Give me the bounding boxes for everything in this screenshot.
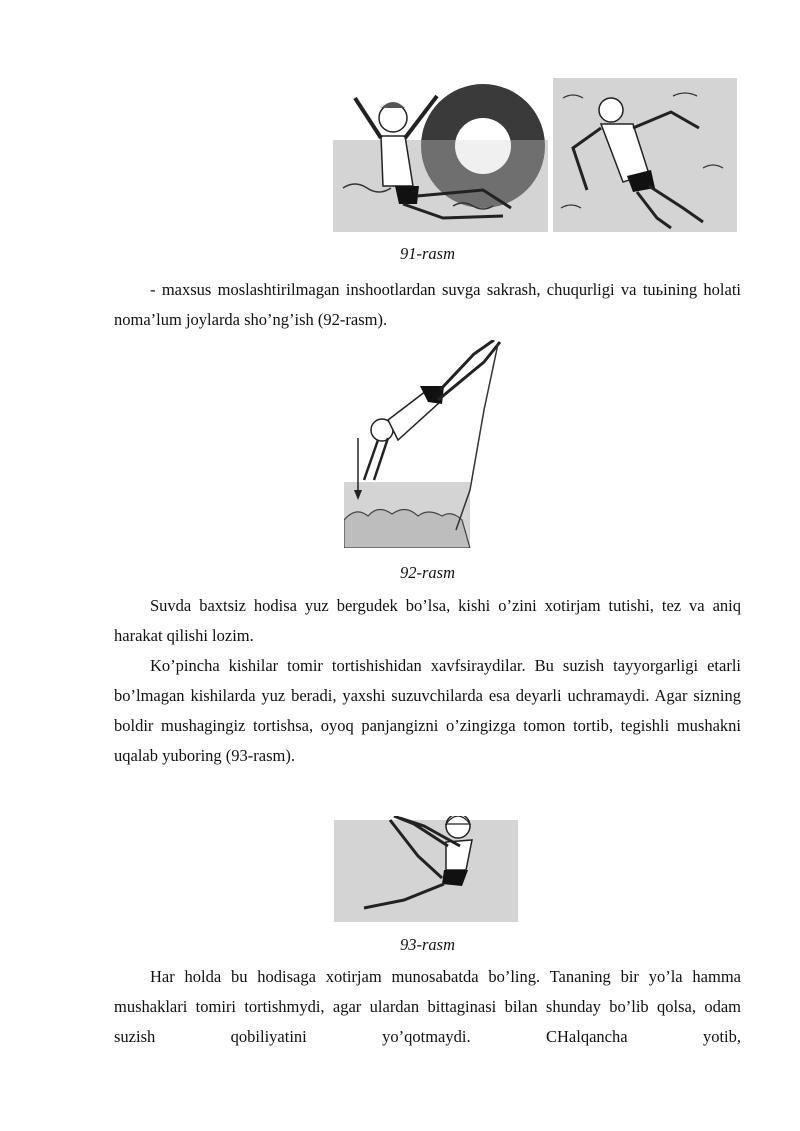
diving-swimmer-illustration [344,340,504,548]
figure-92-caption: 92-rasm [399,563,455,582]
paragraph-4: Har holda bu hodisaga xotirjam munosabatda bo’ling. Tananing bir yo’la hamma mushaklari tomiri tortishmydi, agar ulardan bittaginasi bilan shunday bo’lib qolsa, odam suzish qobiliyatini yo’qotmaydi. CHalqancha yotib, [114,967,741,1046]
figure-92 [344,340,504,548]
floating-swimmer-illustration [553,78,737,232]
cramp-relief-illustration [334,816,518,922]
figure-91-left [333,78,548,232]
figure-91-right [553,78,737,232]
figure-91-caption: 91-rasm [399,244,455,263]
paragraph-1: - maxsus moslashtirilmagan inshootlardan suvga sakrash, chuqurligi va tuьining holati noma’lum joylarda sho’ng’ish (92-rasm). [114,280,741,329]
figure-93 [334,816,518,922]
ring-swimmer-illustration [333,78,548,232]
figure-93-caption: 93-rasm [399,935,455,954]
paragraph-3: Ko’pincha kishilar tomir tortishishidan xavfsiraydilar. Bu suzish tayyorgarligi etarli bo’lmagan kishilarda yuz beradi, yaxshi suzuvchilarda esa deyarli uchramaydi. Agar sizning boldir mushagingiz tortishsa, oyoq panjangizni o’zingizga tomon tortib, tegishli mushakni uqalab yuboring (93-rasm). [114,656,741,765]
paragraph-2: Suvda baxtsiz hodisa yuz bergudek bo’lsa, kishi o’zini xotirjam tutishi, tez va aniq harakat qilishi lozim. [114,596,741,645]
